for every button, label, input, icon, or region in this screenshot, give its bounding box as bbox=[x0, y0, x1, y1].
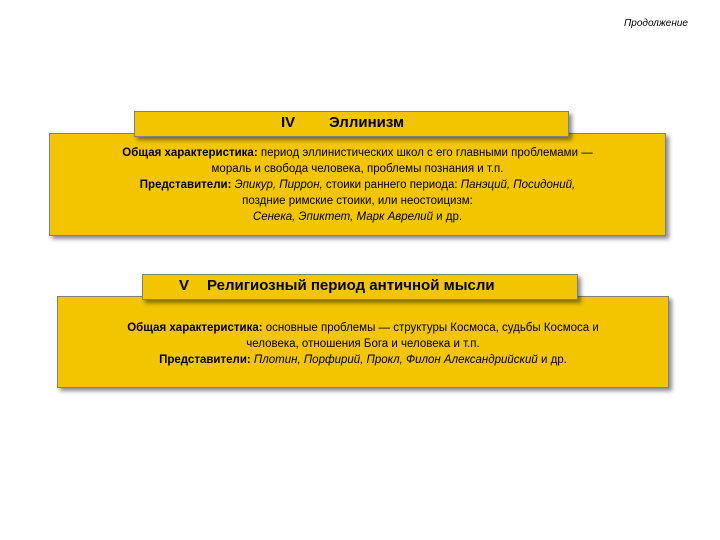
continuation-note: Продолжение bbox=[624, 18, 688, 29]
representatives-text: поздние римские стоики, или неостоицизм: bbox=[242, 195, 473, 207]
section-iv-description-box bbox=[49, 133, 666, 236]
section-v-representatives bbox=[58, 352, 668, 368]
representatives-text: стоики раннего периода: bbox=[322, 179, 458, 191]
representatives-label: Представители: bbox=[159, 354, 251, 366]
characteristic-label: Общая характеристика: bbox=[127, 322, 263, 334]
characteristic-text: основные проблемы — структуры Космоса, судьбы Космоса и bbox=[262, 322, 599, 334]
section-v-characteristic bbox=[58, 320, 668, 352]
representatives-text: и др. bbox=[432, 211, 463, 223]
section-v-number: V bbox=[179, 277, 190, 294]
section-v-title: Религиозный период античной мысли bbox=[207, 277, 495, 294]
section-v-header bbox=[142, 274, 578, 300]
representatives-label: Представители: bbox=[139, 179, 232, 191]
characteristic-text-cont: мораль и свобода человека, проблемы познания и т.п. bbox=[211, 163, 504, 175]
section-iv-header bbox=[134, 111, 569, 137]
characteristic-label: Общая характеристика: bbox=[122, 147, 258, 159]
section-iv-representatives bbox=[50, 177, 665, 225]
representatives-names: Панэций, Посидоний, bbox=[457, 179, 576, 191]
section-iv-characteristic bbox=[50, 145, 665, 177]
section-v-description-box bbox=[57, 296, 669, 388]
characteristic-text-cont: человека, отношения Бога и человека и т.п. bbox=[246, 338, 480, 350]
characteristic-text: период эллинистических школ с его главными проблемами — bbox=[257, 147, 593, 159]
section-iv-number: IV bbox=[281, 114, 296, 131]
section-iv-title: Эллинизм bbox=[329, 114, 405, 131]
representatives-names: Сенека, Эпиктет, Марк Аврелий bbox=[252, 211, 433, 223]
representatives-text: и др. bbox=[537, 354, 567, 366]
representatives-names: Эпикур, Пиррон, bbox=[231, 179, 323, 191]
representatives-names: Плотин, Порфирий, Прокл, Филон Александрийский bbox=[250, 354, 538, 366]
